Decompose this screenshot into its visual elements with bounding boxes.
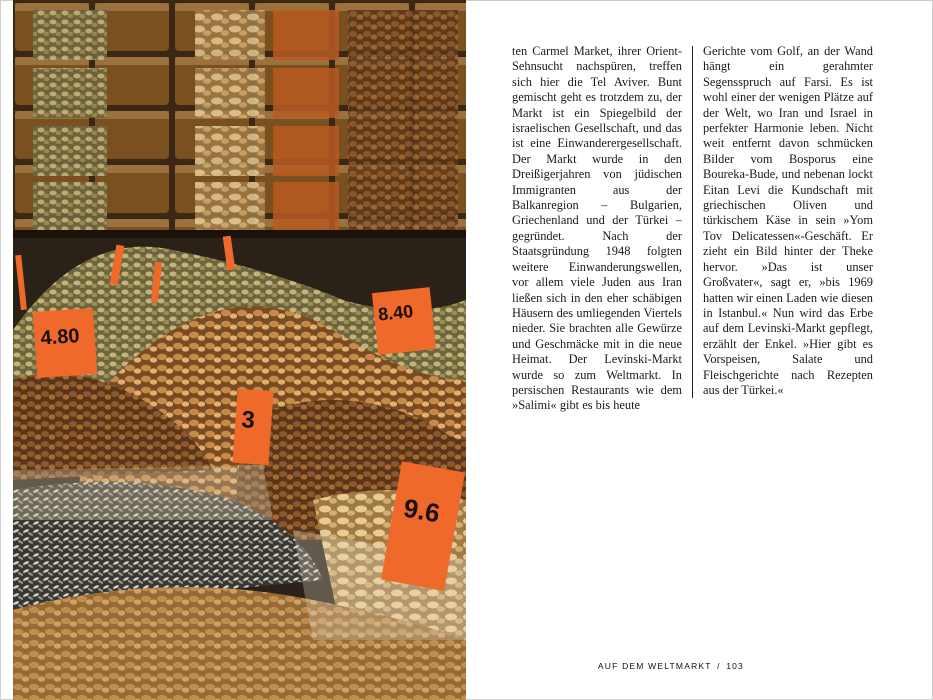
market-photo-illustration <box>13 0 466 700</box>
price-tag-2-label: 8.40 <box>377 301 415 325</box>
price-tag-1-label: 4.80 <box>39 324 81 350</box>
footer-separator: / <box>717 661 721 671</box>
price-tag-4-label: 9.6 <box>401 492 443 529</box>
text-column-right <box>703 44 873 398</box>
price-tag-1 <box>33 308 97 378</box>
running-footer <box>598 661 744 671</box>
price-tag-3 <box>232 389 273 465</box>
body-text-left: ten Carmel Market, ihrer Orient-Sehnsucht nachspüren, treffen sich hier die Tel Aviver. Bunt gemischt geht es trotzdem zu, der Markt ist ein Spiegelbild der israelischen Gesellschaft, und das ist eine Einwanderergesellschaft. Der Markt wurde in den Dreißigerjahren von jüdischen Immigranten aus der Balkanregion – Bulgarien, Griechenland und der Türkei – gegründet. Nach der Staatsgründung 1948 folgten weitere Einwanderungswellen, vor allem viele Juden aus Iran ließen sich in den eher schäbigen Häusern des umliegenden Viertels nieder. Sie brachten alle Gewürze und Geschmäcke mit in die neue Heimat. Der Levinski-Markt wurde so zum Weltmarkt. In persischen Restaurants wie dem »Salimi« gibt es bis heute <box>512 44 682 413</box>
section-title: AUF DEM WELTMARKT <box>597 661 712 671</box>
price-tag-3-label: 3 <box>240 406 256 435</box>
price-tag-2 <box>372 287 436 355</box>
page-number: 103 <box>726 661 744 671</box>
column-divider <box>692 46 693 398</box>
body-text-right: Gerichte vom Golf, an der Wand hängt ein gerahmter Segensspruch auf Farsi. Es ist wohl einer der wenigen Plätze auf der Welt, wo Iran und Israel in perfekter Harmonie leben. Nicht weit entfernt davon schmücken Bilder vom Bosporus eine Boureka-Bude, und nebenan lockt Eitan Levi die Kundschaft mit griechischen Oliven und türkischem Käse in sein »Yom Tov Delicatessen«-Geschäft. Er zieht ein Bild hinter der Theke hervor. »Das ist unser Großvater«, sagt er, »bis 1969 hatten wir einen Laden wie diesen in Istanbul.« Nun wird das Erbe auf dem Levinski-Markt gepflegt, erzählt der Enkel. »Hier gibt es Vorspeisen, Salate und Fleischgerichte nach Rezepten aus der Türkei.« <box>703 44 873 397</box>
market-photo <box>13 0 466 700</box>
text-column-left <box>512 44 682 414</box>
